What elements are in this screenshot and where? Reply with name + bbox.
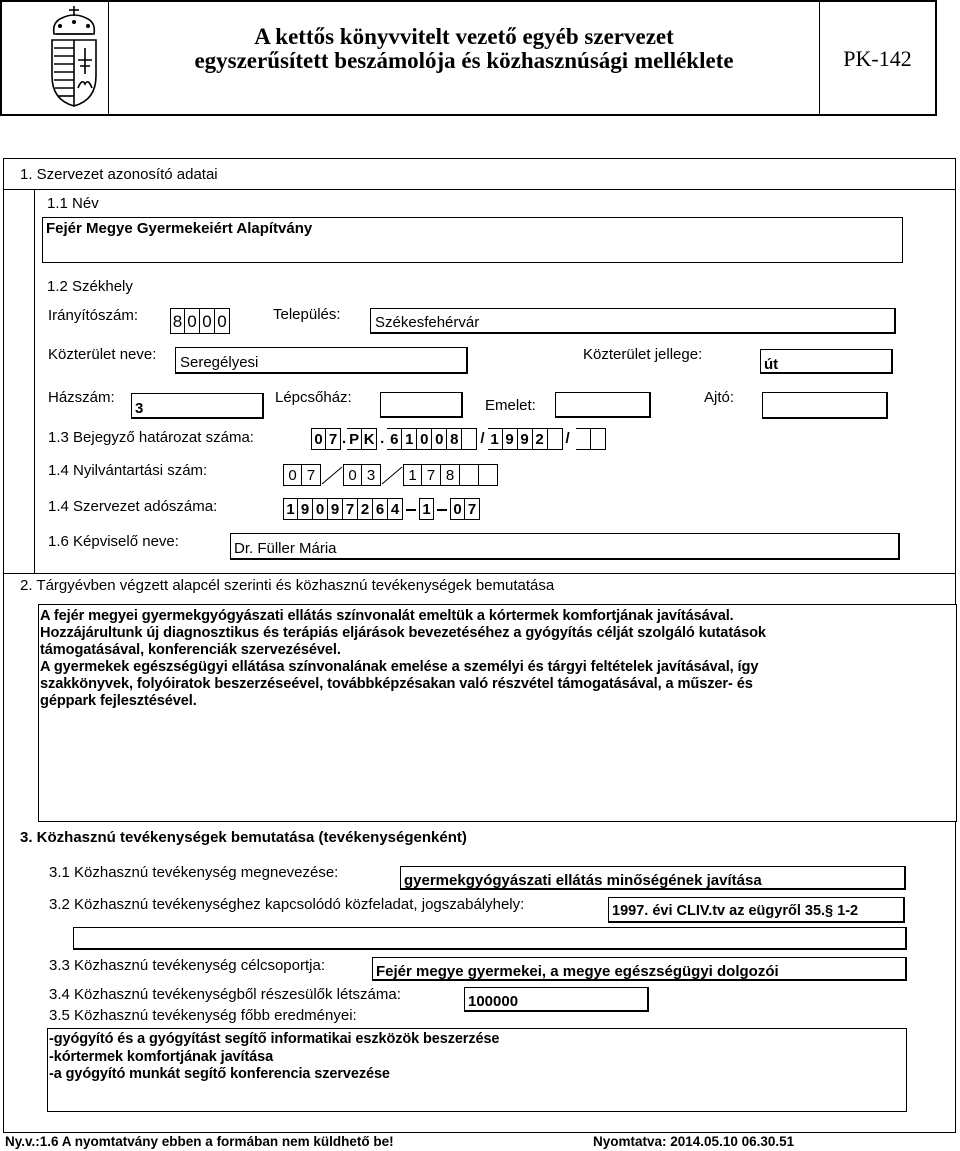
section2-line: szakkönyvek, folyóiratok beszerzéseével, továbbképzésakan való részvétel támogatásával, a műszer- és xyxy=(40,676,753,692)
tax-digit: 1 xyxy=(283,498,298,520)
court-separator: . xyxy=(342,430,347,447)
section2-line: A fejér megyei gyermekgyógyászati ellátás színvonalát emeltük a kórtermek komfortjának javításával. xyxy=(40,608,734,624)
court-digit xyxy=(576,428,591,450)
court-digit: 9 xyxy=(518,428,533,450)
floor-label: Emelet: xyxy=(485,397,536,414)
court-digit: P xyxy=(347,428,362,450)
court-number[interactable] xyxy=(311,428,606,450)
court-digit xyxy=(462,428,477,450)
house-label: Házszám: xyxy=(48,389,115,406)
city-label: Település: xyxy=(273,306,341,323)
court-digit: 0 xyxy=(417,428,432,450)
reg-digit xyxy=(460,464,479,486)
tax-digit: 0 xyxy=(313,498,328,520)
footer-right: Nyomtatva: 2014.05.10 06.30.51 xyxy=(593,1134,795,1149)
court-digit: 1 xyxy=(402,428,417,450)
house-value: 3 xyxy=(135,400,144,417)
results-label: 3.5 Közhasznú tevékenység főbb eredményei: xyxy=(49,1007,357,1024)
rep-label: 1.6 Képviselő neve: xyxy=(48,533,179,550)
rep-value: Dr. Füller Mária xyxy=(234,540,337,557)
reg-label: 1.4 Nyilvántartási szám: xyxy=(48,462,208,479)
results-line: -gyógyító és a gyógyítást segítő informatikai eszközök beszerzése xyxy=(49,1031,500,1047)
count-value: 100000 xyxy=(468,993,519,1010)
tax-digit: 7 xyxy=(465,498,480,520)
section2-divider xyxy=(3,573,956,574)
zip-digit: 0 xyxy=(215,308,230,334)
street-type-value: út xyxy=(764,356,779,373)
stair-label: Lépcsőház: xyxy=(275,389,352,406)
tax-digit: 4 xyxy=(388,498,403,520)
section2-line: géppark fejlesztésével. xyxy=(40,693,197,709)
court-digit: 8 xyxy=(447,428,462,450)
door-label: Ajtó: xyxy=(704,389,735,406)
reg-slash xyxy=(321,464,343,486)
house-field[interactable] xyxy=(131,393,264,419)
court-digit: 1 xyxy=(488,428,503,450)
tax-dash xyxy=(434,498,450,520)
activity-name-value: gyermekgyógyászati ellátás minőségének javítása xyxy=(404,872,762,889)
reg-digit: 1 xyxy=(403,464,422,486)
reg-digit: 0 xyxy=(283,464,302,486)
court-digit: K xyxy=(362,428,377,450)
tax-digit: 1 xyxy=(419,498,434,520)
reg-digit: 0 xyxy=(343,464,362,486)
header-title-line2: egyszerűsített beszámolója és közhasznúsági melléklete xyxy=(194,48,734,73)
zip-digits[interactable] xyxy=(170,308,230,334)
reg-digit xyxy=(479,464,498,486)
law-value: 1997. évi CLIV.tv az eügyről 35.§ 1-2 xyxy=(612,903,859,919)
zip-digit: 0 xyxy=(200,308,215,334)
reg-digit: 8 xyxy=(441,464,460,486)
street-type-label: Közterület jellege: xyxy=(583,346,703,363)
floor-field[interactable] xyxy=(555,392,651,418)
court-digit: 0 xyxy=(432,428,447,450)
court-separator: / xyxy=(565,430,570,447)
target-value: Fejér megye gyermekei, a megye egészségügyi dolgozói xyxy=(376,963,779,980)
activity-name-label: 3.1 Közhasznú tevékenység megnevezése: xyxy=(49,864,339,881)
court-digit: 0 xyxy=(311,428,326,450)
tax-digit: 7 xyxy=(343,498,358,520)
tax-number[interactable] xyxy=(283,498,480,520)
street-type-field[interactable] xyxy=(760,349,893,374)
tax-digit: 6 xyxy=(373,498,388,520)
stair-field[interactable] xyxy=(380,392,463,418)
target-label: 3.3 Közhasznú tevékenység célcsoportja: xyxy=(49,957,325,974)
court-digit: 7 xyxy=(326,428,341,450)
court-digit xyxy=(548,428,563,450)
section2-heading: 2. Tárgyévben végzett alapcél szerinti és közhasznú tevékenységek bemutatása xyxy=(20,577,555,594)
tax-digit: 9 xyxy=(298,498,313,520)
section1-heading: 1. Szervezet azonosító adatai xyxy=(20,166,218,183)
reg-digit: 7 xyxy=(302,464,321,486)
results-line: -a gyógyító munkát segítő konferencia szervezése xyxy=(49,1066,390,1082)
section3-heading: 3. Közhasznú tevékenységek bemutatása (tevékenységenként) xyxy=(20,829,467,846)
section2-line: A gyermekek egészségügyi ellátása színvonalának emelése a személyi és tárgyi feltételek javításával, így xyxy=(40,659,759,675)
footer-left: Ny.v.:1.6 A nyomtatvány ebben a formában nem küldhető be! xyxy=(5,1134,394,1149)
court-digit: 6 xyxy=(387,428,402,450)
section2-line: Hozzájárultunk új diagnosztikus és terápiás eljárások bevezetéséhez a gyógyítás célját szolgáló kutatások xyxy=(40,625,766,641)
header-title-line1: A kettős könyvvitelt vezető egyéb szervezet xyxy=(254,24,674,49)
tax-digit: 9 xyxy=(328,498,343,520)
court-separator: / xyxy=(480,430,485,447)
section2-text xyxy=(40,608,766,710)
zip-digit: 0 xyxy=(185,308,200,334)
results-line: -kórtermek komfortjának javítása xyxy=(49,1048,274,1065)
court-digit: 9 xyxy=(503,428,518,450)
reg-digit: 7 xyxy=(422,464,441,486)
reg-number[interactable] xyxy=(283,464,498,486)
name-value: Fejér Megye Gyermekeiért Alapítvány xyxy=(46,220,313,237)
street-label: Közterület neve: xyxy=(48,346,157,363)
court-digit: 2 xyxy=(533,428,548,450)
reg-digit: 3 xyxy=(362,464,381,486)
coat-of-arms-logo xyxy=(44,4,104,110)
tax-digit: 0 xyxy=(450,498,465,520)
city-value: Székesfehérvár xyxy=(375,314,480,331)
law-label: 3.2 Közhasznú tevékenységhez kapcsolódó közfeladat, jogszabályhely: xyxy=(49,896,525,913)
law-extra-field[interactable] xyxy=(73,927,907,950)
seat-heading: 1.2 Székhely xyxy=(47,278,133,295)
tax-digit: 2 xyxy=(358,498,373,520)
court-digit xyxy=(591,428,606,450)
court-separator: . xyxy=(380,430,385,447)
name-label: 1.1 Név xyxy=(47,195,99,212)
form-code: PK-142 xyxy=(843,46,912,71)
street-value: Seregélyesi xyxy=(180,354,259,371)
results-text xyxy=(49,1031,499,1084)
section2-line: támogatásával, konferenciák szervezésével. xyxy=(40,642,341,658)
zip-label: Irányítószám: xyxy=(48,307,139,324)
tax-dash xyxy=(403,498,419,520)
count-label: 3.4 Közhasznú tevékenységből részesülők létszáma: xyxy=(49,986,401,1003)
court-label: 1.3 Bejegyző határozat száma: xyxy=(48,429,254,446)
door-field[interactable] xyxy=(762,392,888,419)
tax-label: 1.4 Szervezet adószáma: xyxy=(48,498,218,515)
zip-digit: 8 xyxy=(170,308,185,334)
reg-slash xyxy=(381,464,403,486)
